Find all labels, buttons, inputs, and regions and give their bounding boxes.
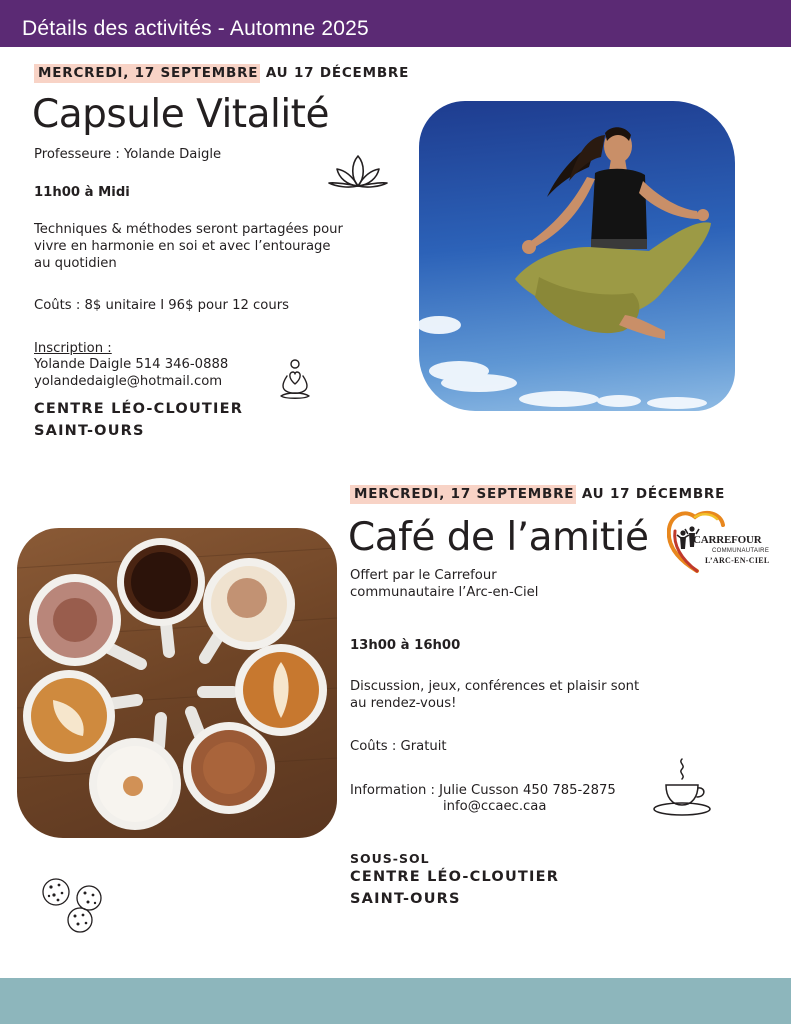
event-2-title: Café de l’amitié [348,515,649,560]
event-2-dates-rest: AU 17 DÉCEMBRE [576,486,726,502]
meditation-icon [277,358,313,402]
event-1-contact-phone: Yolande Daigle 514 346-0888 [34,357,229,372]
event-1-place-line-2: SAINT-OURS [34,423,145,439]
event-2-description-line-1: Discussion, jeux, conférences et plaisir sont [350,679,640,694]
event-2-dates-highlight: MERCREDI, 17 SEPTEMBRE [350,485,576,504]
lotus-icon [327,152,389,190]
event-2-place-line-2: SAINT-OURS [350,891,461,907]
event-1-description-line-2: vivre en harmonie en soi et avec l’entourage [34,239,331,254]
event-1-time: 11h00 à Midi [34,185,130,200]
event-1-instructor: Professeure : Yolande Daigle [34,147,222,162]
event-1-place-line-1: CENTRE LÉO-CLOUTIER [34,401,244,417]
event-2-place-line-1: CENTRE LÉO-CLOUTIER [350,869,560,885]
event-2-information: Information : Julie Cusson 450 785-2875 [350,783,616,798]
logo-line-2: COMMUNAUTAIRE [712,548,770,554]
logo-line-1: CARREFOUR [693,534,762,546]
event-1-contact-email: yolandedaigle@hotmail.com [34,374,223,389]
coffee-cup-icon [652,757,714,819]
cookies-icon [40,876,106,934]
event-1-cost: Coûts : 8$ unitaire I 96$ pour 12 cours [34,298,290,313]
logo-line-3: L’ARC-EN-CIEL [705,556,770,565]
event-1-dates [34,65,409,81]
event-1-registration-label: Inscription : [34,341,112,356]
event-2-cost: Coûts : Gratuit [350,739,447,754]
event-1-title: Capsule Vitalité [32,92,329,137]
header-bar [0,0,791,47]
event-1-description-line-1: Techniques & méthodes seront partagées pour [34,222,343,237]
event-2-description-line-2: au rendez-vous! [350,696,457,711]
event-1-dates-rest: AU 17 DÉCEMBRE [260,65,410,81]
page-title: Détails des activités - Automne 2025 [22,17,369,40]
event-2-offered-by-line-1: Offert par le Carrefour [350,568,497,583]
event-2-time: 13h00 à 16h00 [350,638,461,653]
event-2-information-email: info@ccaec.caa [443,799,547,814]
coffee-cups-photo [17,528,337,838]
footer-bar [0,978,791,1024]
event-1-description-line-3: au quotidien [34,256,117,271]
event-2-dates [350,486,725,502]
yoga-photo [419,101,735,411]
carrefour-logo [667,507,775,575]
event-2-offered-by-line-2: communautaire l’Arc-en-Ciel [350,585,539,600]
event-2-place-small: SOUS-SOL [350,851,430,866]
event-1-dates-highlight: MERCREDI, 17 SEPTEMBRE [34,64,260,83]
